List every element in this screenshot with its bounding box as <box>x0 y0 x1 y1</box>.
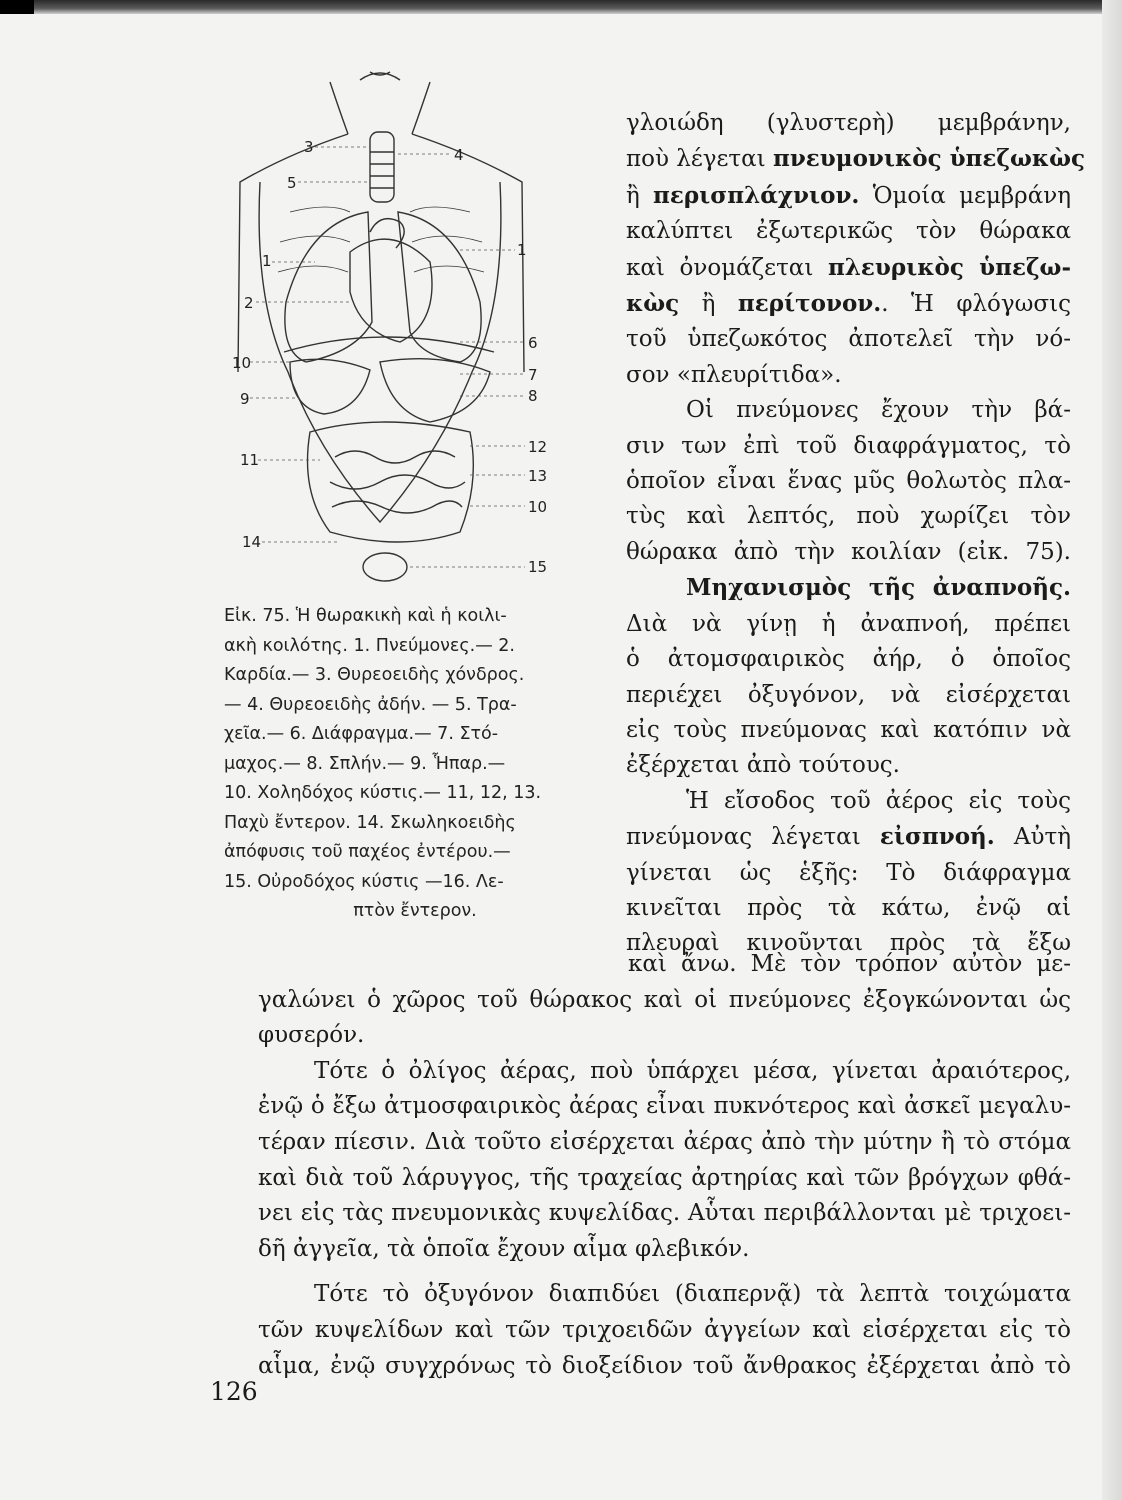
text-line: φυσερόν. <box>258 1022 365 1049</box>
caption-line: ἀπόφυσις τοῦ παχέος ἐντέρου.— <box>224 842 511 862</box>
bold-term: πνευμονικὸς ὑπεζωκὼς <box>773 145 1086 173</box>
text-line <box>626 250 1071 286</box>
scan-corner-mark <box>0 0 34 14</box>
caption-line: 15. Οὐροδόχος κύστις —16. Λε- <box>224 871 504 892</box>
caption-line: μαχος.— 8. Σπλήν.— 9. Ἧπαρ.— <box>224 753 506 774</box>
text-line: ἐξέρχεται ἀπὸ τούτους. <box>626 752 900 779</box>
text-run: Αὐτὴ <box>994 824 1071 851</box>
text-run: ποὺ λέγεται <box>626 146 773 173</box>
text-run: ἢ <box>626 182 654 209</box>
figure-label: 3 <box>304 138 314 156</box>
text-line: ὁποῖον εἶναι ἕνας μῦς θολωτὸς πλα- <box>626 468 1071 495</box>
figure-label: 13 <box>528 467 548 485</box>
text-run: πνεύμονας λέγεται <box>626 824 880 851</box>
caption-line: χεῖα.— 6. Διάφραγμα.— 7. Στό- <box>224 724 499 744</box>
caption-line: Εἰκ. 75. Ἡ θωρακικὴ καὶ ἡ κοιλι- <box>224 606 507 626</box>
chin-outline <box>360 73 400 80</box>
caption-line: πτὸν ἔντερον. <box>353 901 477 921</box>
figure-label: 5 <box>287 174 297 192</box>
text-line: Ἡ εἴσοδος τοῦ ἀέρος εἰς τοὺς <box>686 787 1071 814</box>
figure-label: 12 <box>528 438 548 456</box>
body-text <box>258 947 1071 1384</box>
bold-term: περισπλάχνιον. <box>653 181 860 209</box>
figure-label: 10 <box>528 498 548 516</box>
text-line: πλευραὶ κινοῦνται πρὸς τὰ ἔξω <box>626 930 1071 957</box>
text-line: γλοιώδη (γλυστερὴ) μεμβράνην, <box>626 110 1071 136</box>
caption-line: Καρδία.— 3. Θυρεοειδὴς χόνδρος. <box>224 665 525 685</box>
figure-label: 1 <box>262 252 272 270</box>
text-line: καὶ διὰ τοῦ λάρυγγος, τῆς τραχείας ἀρτηρίας καὶ τῶν βρόγχων φθά- <box>258 1164 1071 1191</box>
text-line: Οἱ πνεύμονες ἔχουν τὴν βά- <box>686 397 1071 424</box>
heart <box>350 239 432 342</box>
scan-right-edge <box>1102 0 1122 1500</box>
section-heading <box>626 570 1071 606</box>
right-lung <box>398 212 481 362</box>
text-line <box>626 141 1086 177</box>
text-line: δῆ ἀγγεῖα, τὰ ὁποῖα ἔχουν αἷμα φλεβικόν. <box>258 1235 750 1262</box>
leader-lines <box>250 147 525 567</box>
text-line: θώρακα ἀπὸ τὴν κοιλίαν (εἰκ. 75). <box>626 538 1071 565</box>
text-line: ἐνῷ ὁ ἔξω ἀτμοσφαιρικὸς ἀέρας εἶναι πυκνότερος καὶ ἀσκεῖ μεγαλυ- <box>258 1093 1071 1120</box>
bold-term: εἰσπνοή. <box>879 823 995 851</box>
scan-top-edge <box>0 0 1122 14</box>
text-line: σιν των ἐπὶ τοῦ διαφράγματος, τὸ <box>626 432 1071 459</box>
page-number: 126 <box>210 1377 258 1406</box>
text-line: τὺς καὶ λεπτός, ποὺ χωρίζει τὸν <box>626 503 1071 530</box>
text-line: Διὰ νὰ γίνῃ ἡ ἀναπνοή, πρέπει <box>626 610 1071 637</box>
text-line: καλύπτει ἐξωτερικῶς τὸν θώρακα <box>626 218 1071 245</box>
figure-label: 2 <box>244 294 254 312</box>
text-line <box>626 286 1071 322</box>
neck-outline <box>330 82 430 134</box>
heading-text: Μηχανισμὸς τῆς ἀναπνοῆς. <box>686 574 1071 602</box>
text-line: νει εἰς τὰς πνευμονικὰς κυψελίδας. Αὗται περιβάλλονται μὲ τριχοει- <box>258 1200 1071 1227</box>
small-intestine <box>330 451 465 513</box>
text-line: περιέχει ὀξυγόνον, νὰ εἰσέρχεται <box>626 681 1071 708</box>
text-line: τέραν πίεσιν. Διὰ τοῦτο εἰσέρχεται ἀέρας ἀπὸ τὴν μύτην ἢ τὸ στόμα <box>258 1128 1071 1155</box>
figure-label: 4 <box>454 146 464 164</box>
figure-label: 6 <box>528 334 538 352</box>
caption-line: ακὴ κοιλότης. 1. Πνεύμονες.— 2. <box>224 635 515 656</box>
text-line: γαλώνει ὁ χῶρος τοῦ θώρακος καὶ οἱ πνεύμονες ἐξογκώνονται ὡς <box>258 986 1071 1013</box>
caption-line: Παχὺ ἔντερον. 14. Σκωληκοειδὴς <box>224 812 516 833</box>
bold-term: περίτονον. <box>737 290 882 318</box>
text-line: σον «πλευρίτιδα». <box>626 361 842 388</box>
text-line: ὁ ἀτομσφαιρικὸς ἀήρ, ὁ ὁποῖος <box>626 646 1071 673</box>
figure-caption <box>224 602 606 927</box>
figure-label: 1 <box>517 241 527 259</box>
text-line: καὶ ἄνω. Μὲ τὸν τρόπον αὐτὸν με- <box>628 951 1071 977</box>
figure-label: 14 <box>242 533 262 551</box>
figure-label: 7 <box>528 366 538 384</box>
text-line: Τότε τὸ ὀξυγόνον διαπιδύει (διαπερνᾷ) τὰ λεπτὰ τοιχώματα <box>314 1281 1071 1308</box>
large-intestine <box>308 422 474 542</box>
torso-outline <box>259 182 501 522</box>
text-line: γίνεται ὡς ἑξῆς: Τὸ διάφραγμα <box>626 859 1071 886</box>
text-line: Τότε ὁ ὀλίγος ἀέρας, ποὺ ὑπάρχει μέσα, γίνεται ἀραιότερος, <box>314 1057 1071 1084</box>
figure-label: 9 <box>240 390 250 408</box>
text-run: καὶ ὀνομάζεται <box>626 254 828 281</box>
text-line: τοῦ ὑπεζωκότος ἀποτελεῖ τὴν νό- <box>626 326 1071 353</box>
text-run: ἢ <box>679 291 738 318</box>
left-lung <box>285 212 372 362</box>
bladder <box>363 553 407 581</box>
text-line <box>626 178 1071 214</box>
caption-line: — 4. Θυρεοειδὴς ἀδήν. — 5. Τρα- <box>224 694 517 715</box>
right-column-text <box>626 106 1086 962</box>
text-run: Ὁμοία μεμβράνη <box>859 182 1071 209</box>
trachea-rings <box>370 152 394 188</box>
text-line: κινεῖται πρὸς τὰ κάτω, ἐνῷ αἱ <box>626 894 1071 921</box>
figure-label: 10 <box>232 354 252 372</box>
bold-term: πλευρικὸς ὑπεζω- <box>827 253 1072 281</box>
trachea <box>370 132 394 202</box>
text-line: εἰς τοὺς πνεύμονας καὶ κατόπιν νὰ <box>626 716 1071 743</box>
figure-label: 15 <box>528 558 548 576</box>
anatomy-figure-75 <box>220 62 600 622</box>
thorax-abdomen-illustration <box>220 62 600 622</box>
text-line: αἷμα, ἐνῷ συγχρόνως τὸ διοξείδιον τοῦ ἄνθρακος ἐξέρχεται ἀπὸ τὸ <box>258 1352 1071 1379</box>
caption-line: 10. Χοληδόχος κύστις.— 11, 12, 13. <box>224 783 542 803</box>
figure-label: 11 <box>240 451 260 469</box>
bold-term: κὼς <box>626 290 680 318</box>
diaphragm <box>284 337 494 352</box>
text-run: . Ἡ φλόγωσις <box>881 291 1071 318</box>
figure-label: 8 <box>528 387 538 405</box>
text-line <box>626 819 1071 855</box>
text-line: τῶν κυψελίδων καὶ τῶν τριχοειδῶν ἀγγείων καὶ εἰσέρχεται εἰς τὸ <box>258 1316 1071 1343</box>
shoulder-outline <box>238 134 524 372</box>
